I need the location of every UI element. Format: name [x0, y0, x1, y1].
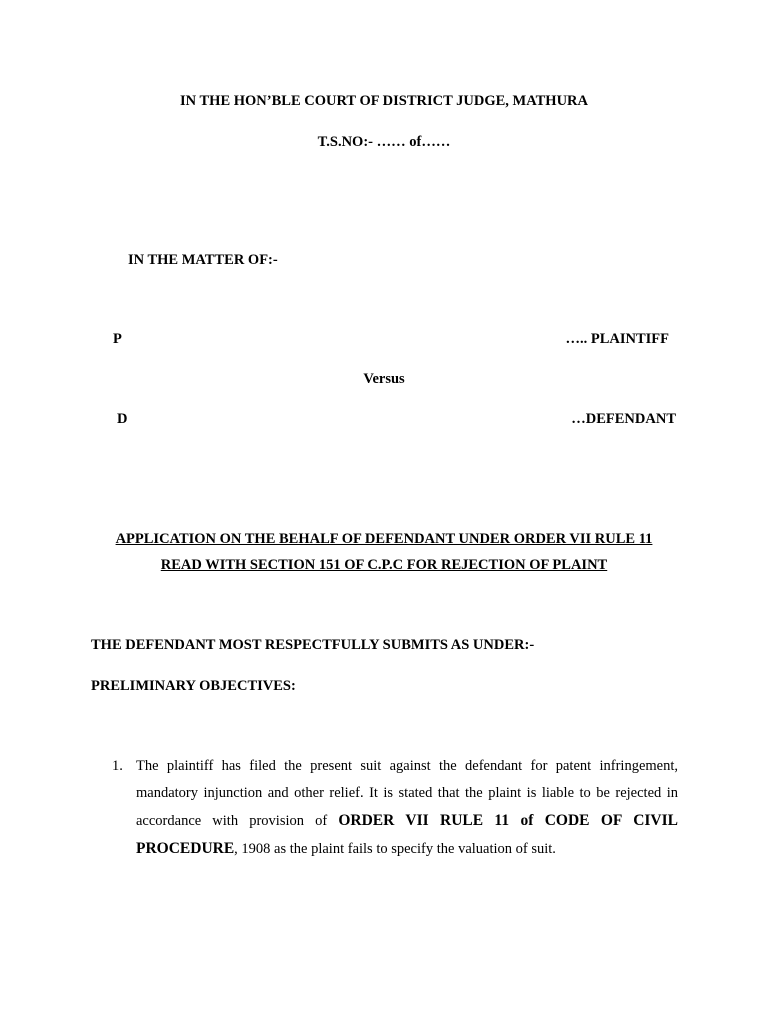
matter-label: IN THE MATTER OF:-: [128, 252, 278, 268]
plaintiff-role: ….. PLAINTIFF: [565, 331, 669, 347]
paragraph-1: [112, 753, 678, 863]
paragraph-text-after: , 1908 as the plaint fails to specify the valuation of suit.: [234, 841, 556, 857]
defendant-role: …DEFENDANT: [571, 411, 676, 427]
court-title: IN THE HON’BLE COURT OF DISTRICT JUDGE, MATHURA: [180, 93, 588, 109]
ts-number: T.S.NO:- …… of……: [317, 134, 451, 150]
submission-heading: THE DEFENDANT MOST RESPECTFULLY SUBMITS AS UNDER:-: [91, 637, 535, 653]
defendant-name: D: [117, 411, 128, 427]
preliminary-heading: PRELIMINARY OBJECTIVES:: [91, 678, 296, 694]
plaintiff-name: P: [113, 331, 122, 347]
versus-label: Versus: [363, 371, 405, 387]
paragraph-text-before: The plaintiff has filed the present suit against the defendant for patent infringement, mandatory injunction and other relief. It is stated that the plaint is liable to be rejected in accordance with provision of: [136, 758, 678, 829]
application-title-line2: READ WITH SECTION 151 OF C.P.C FOR REJECTION OF PLAINT: [160, 557, 608, 573]
paragraph-body: [136, 753, 678, 863]
paragraph-number: 1.: [112, 758, 123, 774]
application-title-line1: APPLICATION ON THE BEHALF OF DEFENDANT UNDER ORDER VII RULE 11: [115, 531, 653, 547]
paragraph-emphasis: ORDER VII RULE 11 of CODE OF CIVIL PROCEDURE: [136, 812, 678, 857]
